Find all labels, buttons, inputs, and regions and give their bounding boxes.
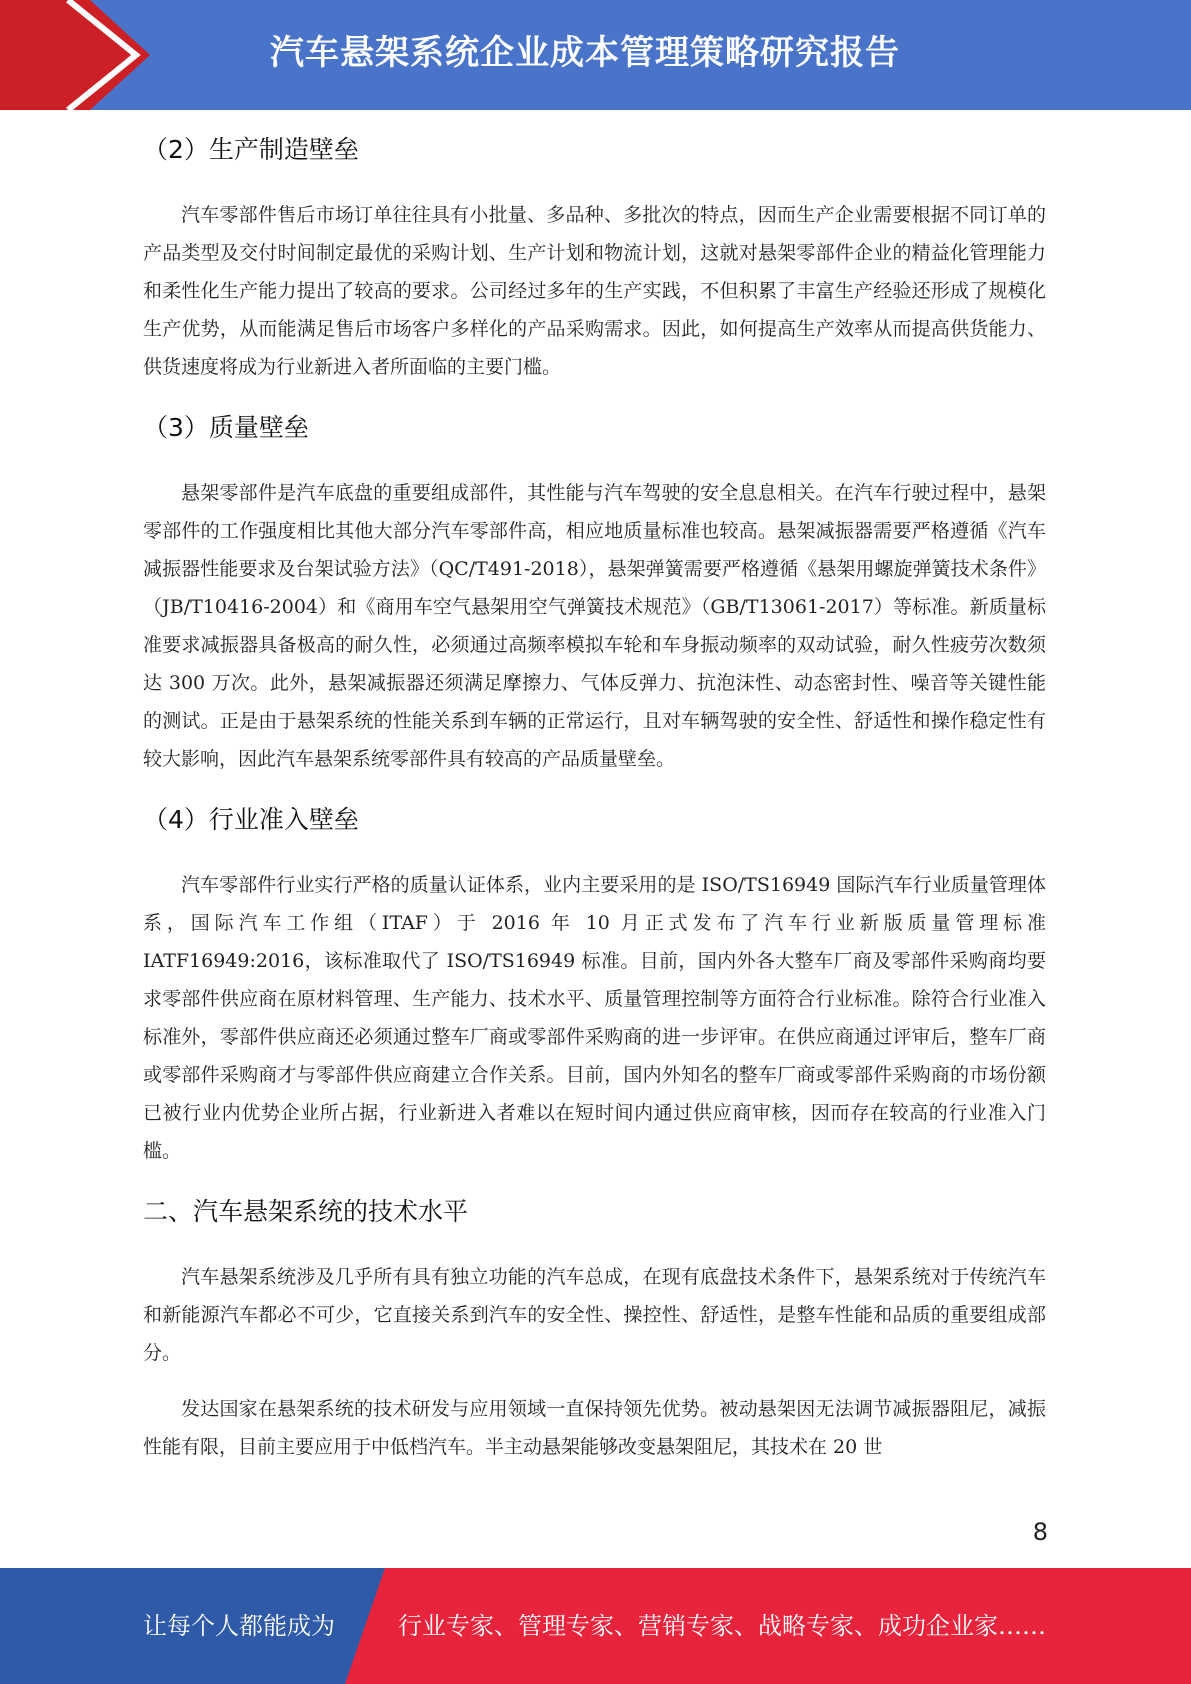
heading-quality-barrier: （3）质量壁垒: [143, 413, 309, 442]
paragraph-quality-barrier: 悬架零部件是汽车底盘的重要组成部件，其性能与汽车驾驶的安全息息相关。在汽车行驶过程中，悬架零部件的工作强度相比其他大部分汽车零部件高，相应地质量标准也较高。悬架减振器需要严格遵循《汽车减振器性能要求及台架试验方法》（QC/T491-2018），悬架弹簧需要严格遵循《悬架用螺旋弹簧技术条件》（JB/T10416-2004）和《商用车空气悬架用空气弹簧技术规范》（GB/T13061-2017）等标准。新质量标准要求减振器具备极高的耐久性，必须通过高频率模拟车轮和车身振动频率的双动试验，耐久性疲劳次数须达 300 万次。此外，悬架减振器还须满足摩擦力、气体反弹力、抗泡沫性、动态密封性、噪音等关键性能的测试。正是由于悬架系统的性能关系到车辆的正常运行，且对车辆驾驶的安全性、舒适性和操作稳定性有较大影响，因此汽车悬架系统零部件具有较高的产品质量壁垒。: [143, 482, 1046, 770]
paragraph-tech-level-1: 汽车悬架系统涉及几乎所有具有独立功能的汽车总成，在现有底盘技术条件下，悬架系统对于传统汽车和新能源汽车都必不可少，它直接关系到汽车的安全性、操控性、舒适性，是整车性能和品质的重要组成部分。: [143, 1266, 1046, 1364]
document-title: 汽车悬架系统企业成本管理策略研究报告: [270, 33, 900, 73]
paragraph-production-barrier: 汽车零部件售后市场订单往往具有小批量、多品种、多批次的特点，因而生产企业需要根据不同订单的产品类型及交付时间制定最优的采购计划、生产计划和物流计划，这就对悬架零部件企业的精益化管理能力和柔性化生产能力提出了较高的要求。公司经过多年的生产实践，不但积累了丰富生产经验还形成了规模化生产优势，从而能满足售后市场客户多样化的产品采购需求。因此，如何提高生产效率从而提高供货能力、供货速度将成为行业新进入者所面临的主要门槛。: [143, 204, 1046, 378]
heading-production-barrier: （2）生产制造壁垒: [143, 135, 359, 164]
paragraph-tech-level-2: 发达国家在悬架系统的技术研发与应用领域一直保持领先优势。被动悬架因无法调节减振器阻尼，减振性能有限，目前主要应用于中低档汽车。半主动悬架能够改变悬架阻尼，其技术在 20 世: [143, 1398, 1046, 1458]
heading-tech-level: 二、汽车悬架系统的技术水平: [143, 1197, 469, 1226]
page-content: [143, 126, 1046, 1466]
footer-slogan-left: 让每个人都能成为: [143, 1612, 335, 1640]
footer-slogan-right: 行业专家、管理专家、营销专家、战略专家、成功企业家……: [398, 1612, 1046, 1640]
page-header: [0, 0, 1191, 110]
page-number: 8: [1032, 1518, 1048, 1546]
heading-access-barrier: （4）行业准入壁垒: [143, 805, 359, 834]
page-footer: [0, 1568, 1191, 1684]
paragraph-access-barrier: 汽车零部件行业实行严格的质量认证体系，业内主要采用的是 ISO/TS16949 国际汽车行业质量管理体系，国际汽车工作组（ITAF）于 2016 年 10 月正式发布了汽车行业新版质量管理标准 IATF16949:2016，该标准取代了 ISO/TS16949 标准。目前，国内外各大整车厂商及零部件采购商均要求零部件供应商在原材料管理、生产能力、技术水平、质量管理控制等方面符合行业标准。除符合行业准入标准外，零部件供应商还必须通过整车厂商或零部件采购商的进一步评审。在供应商通过评审后，整车厂商或零部件采购商才与零部件供应商建立合作关系。目前，国内外知名的整车厂商或零部件采购商的市场份额已被行业内优势企业所占据，行业新进入者难以在短时间内通过供应商审核，因而存在较高的行业准入门槛。: [143, 874, 1046, 1162]
header-arrow-decoration: [0, 0, 160, 110]
